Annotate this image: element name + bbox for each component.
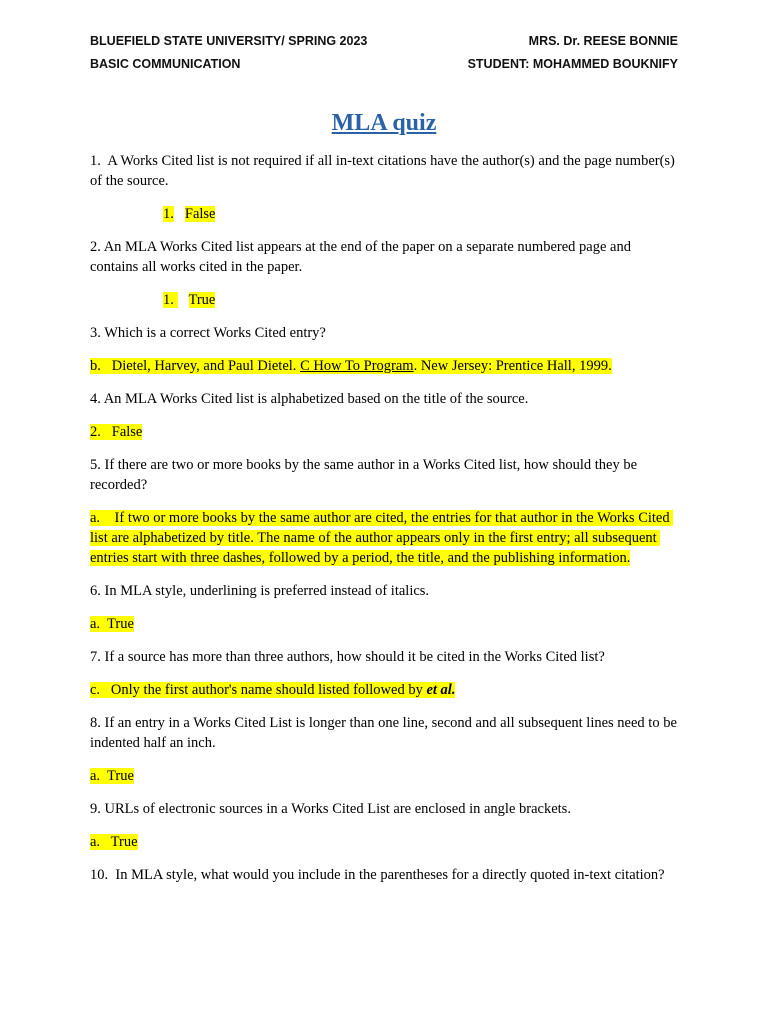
- question-6: 6. In MLA style, underlining is preferred instead of italics.: [90, 583, 430, 599]
- question-10: 10. In MLA style, what would you include in the parentheses for a directly quoted in-text citation?: [90, 867, 665, 883]
- page-title: MLA quiz: [331, 110, 437, 136]
- answer-2-text: True: [188, 292, 216, 308]
- question-5: 5. If there are two or more books by the same author in a Works Cited list, how should they be recorded?: [90, 457, 641, 493]
- answer-7-et-al: et al.: [426, 682, 456, 698]
- answer-3-book-title: C How To Program: [300, 358, 414, 374]
- question-4: 4. An MLA Works Cited list is alphabetized based on the title of the source.: [90, 391, 529, 407]
- answer-7: [90, 680, 678, 700]
- header-instructor: MRS. Dr. REESE BONNIE: [528, 34, 678, 48]
- answer-9-text: a. True: [90, 834, 138, 850]
- question-2: 2. An MLA Works Cited list appears at the end of the paper on a separate numbered page and contains all works cited in the paper.: [90, 239, 635, 275]
- answer-6: [90, 614, 678, 634]
- header-university: BLUEFIELD STATE UNIVERSITY/ SPRING 2023: [90, 34, 368, 48]
- answer-8-text: a. True: [90, 768, 134, 784]
- answer-2: [90, 290, 678, 310]
- header-right: [468, 30, 678, 76]
- question-1: 1. A Works Cited list is not required if all in-text citations have the author(s) and the page number(s) of the source.: [90, 153, 679, 189]
- answer-5-text: a. If two or more books by the same author are cited, the entries for that author in the Works Cited list are alphabetized by title. The name of the author appears only in the first entry; all subsequent entries start with three dashes, followed by a period, the title, and the publishing information.: [90, 510, 674, 566]
- answer-1-text: False: [184, 206, 216, 222]
- answer-2-number: 1.: [163, 292, 178, 308]
- answer-1-number: 1.: [163, 206, 174, 222]
- answer-6-text: a. True: [90, 616, 134, 632]
- document-header: [90, 30, 678, 76]
- answer-3-prefix: b. Dietel, Harvey, and Paul Dietel.: [90, 358, 301, 374]
- answer-3: [90, 356, 678, 376]
- question-9: 9. URLs of electronic sources in a Works Cited List are enclosed in angle brackets.: [90, 801, 571, 817]
- answer-3-suffix: . New Jersey: Prentice Hall, 1999.: [413, 358, 612, 374]
- answer-7-prefix: c. Only the first author's name should listed followed by: [90, 682, 427, 698]
- answer-4: [90, 422, 678, 442]
- question-3: 3. Which is a correct Works Cited entry?: [90, 325, 326, 341]
- answer-3-text: [90, 358, 612, 374]
- quiz-body: [90, 151, 681, 885]
- question-8: 8. If an entry in a Works Cited List is longer than one line, second and all subsequent lines need to be indented half an inch.: [90, 715, 681, 751]
- header-student: STUDENT: MOHAMMED BOUKNIFY: [467, 57, 678, 71]
- header-left: [90, 30, 367, 76]
- answer-8: [90, 766, 678, 786]
- answer-7-text: [90, 682, 455, 698]
- answer-9: [90, 832, 678, 852]
- header-course: BASIC COMMUNICATION: [90, 57, 241, 71]
- answer-4-text: 2. False: [90, 424, 143, 440]
- question-7: 7. If a source has more than three authors, how should it be cited in the Works Cited list?: [90, 649, 605, 665]
- answer-1: [90, 204, 678, 224]
- answer-5: [90, 508, 678, 568]
